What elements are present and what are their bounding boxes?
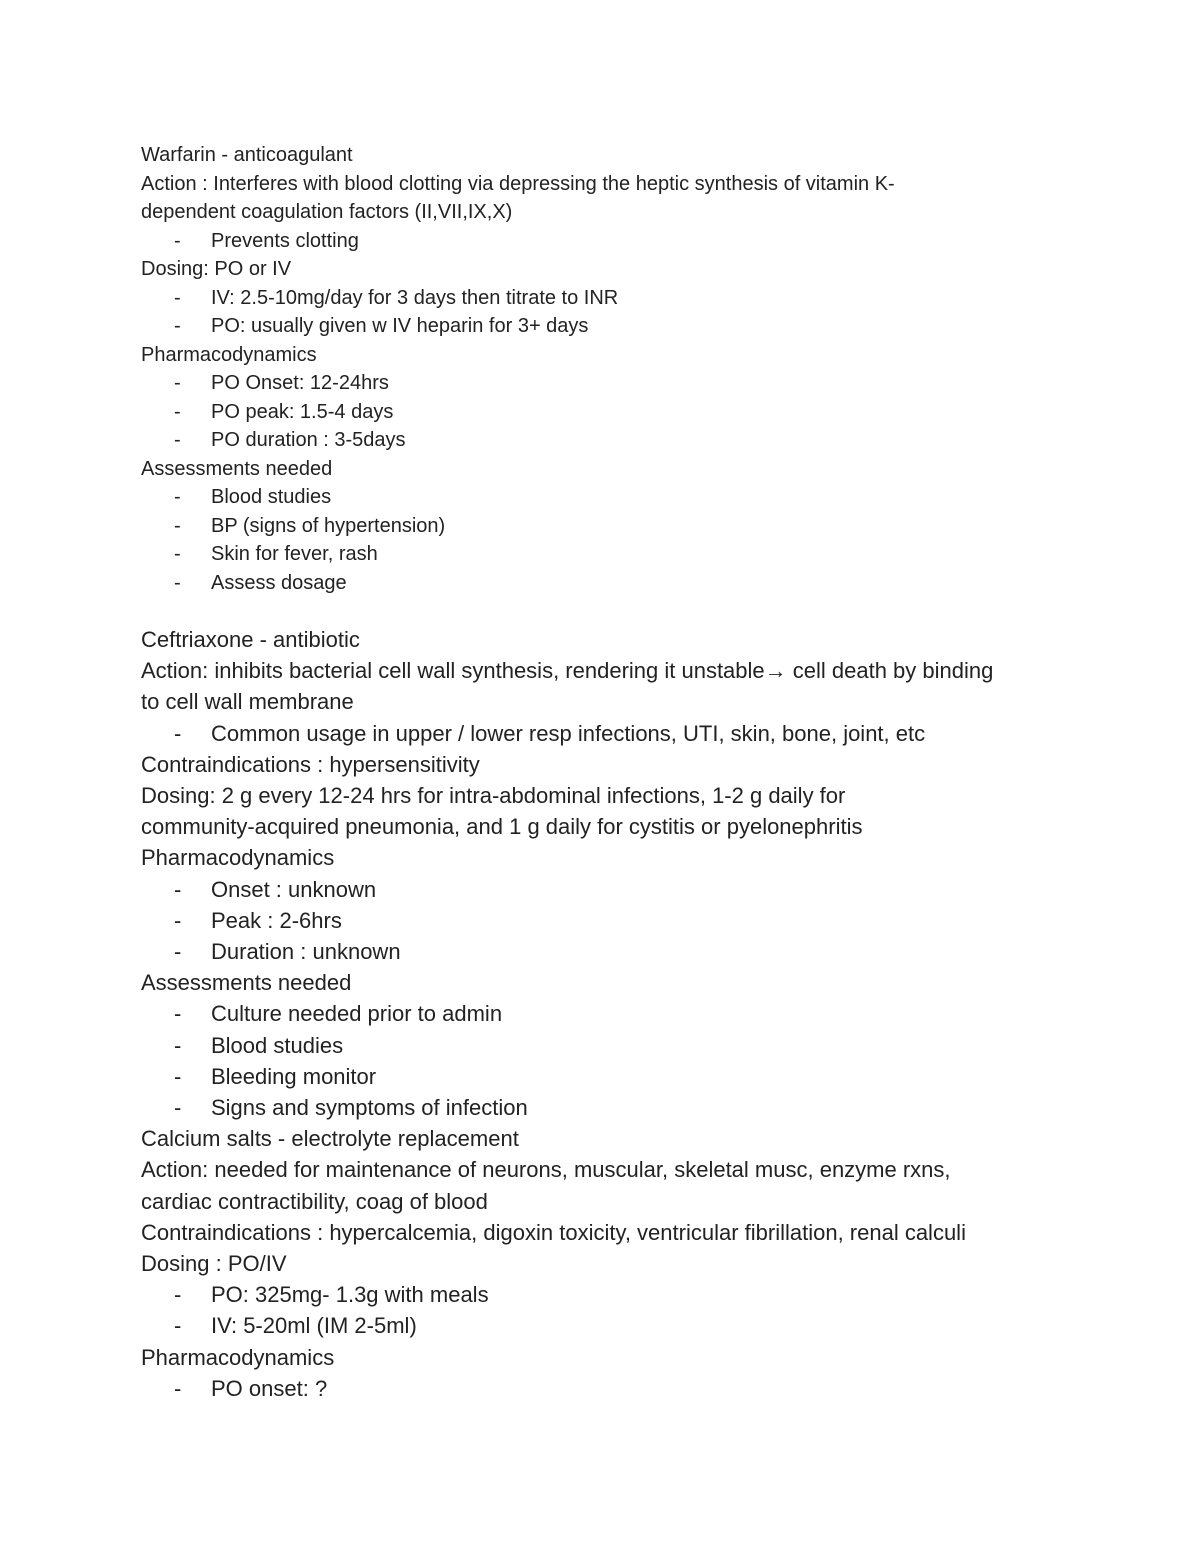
list-item	[141, 284, 1081, 313]
ceftriaxone-assess-bullet: Signs and symptoms of infection	[211, 1095, 528, 1121]
ceftriaxone-assess-bullet: Bleeding monitor	[211, 1063, 377, 1089]
ceftriaxone-pharm-bullet: Peak : 2-6hrs	[211, 907, 342, 933]
warfarin-section	[141, 141, 1081, 597]
list-item	[141, 905, 1081, 936]
bullet-dash: -	[174, 514, 181, 537]
list-item	[141, 1279, 1081, 1310]
calcium-contraindications: Contraindications : hypercalcemia, digoxin toxicity, ventricular fibrillation, renal calculi	[141, 1219, 966, 1245]
warfarin-assess-bullet: Skin for fever, rash	[211, 543, 378, 565]
warfarin-action-line-1: Action : Interferes with blood clotting via depressing the heptic synthesis of vitamin K-	[141, 172, 895, 195]
ceftriaxone-pharm-heading: Pharmacodynamics	[141, 845, 335, 871]
list-item	[141, 1061, 1081, 1092]
bullet-dash: -	[174, 372, 181, 394]
ceftriaxone-calcium-section	[141, 624, 1081, 1404]
list-item	[141, 512, 1081, 541]
list-item	[141, 1092, 1081, 1123]
bullet-dash: -	[174, 1313, 182, 1339]
warfarin-pharm-bullet: PO Onset: 12-24hrs	[211, 372, 389, 394]
calcium-title: Calcium salts - electrolyte replacement	[141, 1126, 519, 1152]
list-item	[141, 569, 1081, 598]
ceftriaxone-assess-bullet: Culture needed prior to admin	[211, 1001, 503, 1027]
list-item	[141, 227, 1081, 256]
bullet-dash: -	[174, 876, 182, 902]
warfarin-dosing: Dosing: PO or IV	[141, 258, 292, 280]
bullet-dash: -	[174, 229, 181, 252]
warfarin-title: Warfarin - anticoagulant	[141, 144, 353, 166]
list-item	[141, 1030, 1081, 1061]
warfarin-pharm-heading: Pharmacodynamics	[141, 343, 317, 366]
ceftriaxone-pharm-bullet: Duration : unknown	[211, 939, 401, 965]
calcium-dosing-bullet: PO: 325mg- 1.3g with meals	[211, 1282, 489, 1308]
bullet-dash: -	[174, 543, 181, 565]
bullet-dash: -	[174, 315, 181, 337]
bullet-dash: -	[174, 1282, 182, 1308]
warfarin-pharm-bullet: PO duration : 3-5days	[211, 429, 406, 451]
list-item	[141, 426, 1081, 455]
warfarin-assess-bullet: Assess dosage	[211, 571, 347, 594]
list-item	[141, 998, 1081, 1029]
bullet-dash: -	[174, 939, 182, 965]
warfarin-assess-heading: Assessments needed	[141, 457, 333, 480]
warfarin-pharm-bullet: PO peak: 1.5-4 days	[211, 400, 394, 423]
warfarin-action-bullet: Prevents clotting	[211, 229, 359, 252]
list-item	[141, 483, 1081, 512]
bullet-dash: -	[174, 1063, 182, 1089]
list-item	[141, 874, 1081, 905]
calcium-dosing-bullet: IV: 5-20ml (IM 2-5ml)	[211, 1313, 417, 1339]
list-item	[141, 540, 1081, 569]
list-item	[141, 936, 1081, 967]
list-item	[141, 1310, 1081, 1341]
bullet-dash: -	[174, 1375, 182, 1401]
calcium-action-line-2: cardiac contractibility, coag of blood	[141, 1188, 488, 1214]
ceftriaxone-action-line-1: Action: inhibits bacterial cell wall synthesis, rendering it unstable→ cell death by binding	[141, 658, 994, 684]
bullet-dash: -	[174, 486, 181, 508]
warfarin-dosing-bullet: IV: 2.5-10mg/day for 3 days then titrate to INR	[211, 286, 619, 309]
calcium-pharm-heading: Pharmacodynamics	[141, 1344, 335, 1370]
ceftriaxone-assess-heading: Assessments needed	[141, 970, 352, 996]
list-item	[141, 718, 1081, 749]
list-item	[141, 1373, 1081, 1404]
ceftriaxone-action-line-2: to cell wall membrane	[141, 689, 354, 715]
warfarin-assess-bullet: Blood studies	[211, 486, 332, 508]
ceftriaxone-title: Ceftriaxone - antibiotic	[141, 627, 360, 652]
bullet-dash: -	[174, 429, 181, 451]
warfarin-assess-bullet: BP (signs of hypertension)	[211, 514, 446, 537]
list-item	[141, 312, 1081, 341]
bullet-dash: -	[174, 286, 181, 309]
bullet-dash: -	[174, 720, 182, 746]
calcium-action-line-1: Action: needed for maintenance of neurons, muscular, skeletal musc, enzyme rxns,	[141, 1157, 951, 1183]
calcium-dosing: Dosing : PO/IV	[141, 1251, 287, 1277]
bullet-dash: -	[174, 1032, 182, 1058]
calcium-pharm-bullet: PO onset: ?	[211, 1375, 328, 1401]
ceftriaxone-contraindications: Contraindications : hypersensitivity	[141, 751, 480, 777]
ceftriaxone-pharm-bullet: Onset : unknown	[211, 876, 377, 902]
ceftriaxone-action-bullet: Common usage in upper / lower resp infections, UTI, skin, bone, joint, etc	[211, 720, 926, 746]
bullet-dash: -	[174, 400, 181, 423]
ceftriaxone-dosing-line-1: Dosing: 2 g every 12-24 hrs for intra-abdominal infections, 1-2 g daily for	[141, 783, 846, 809]
ceftriaxone-assess-bullet: Blood studies	[211, 1032, 344, 1058]
list-item	[141, 398, 1081, 427]
bullet-dash: -	[174, 1001, 182, 1027]
bullet-dash: -	[174, 1095, 182, 1121]
bullet-dash: -	[174, 571, 181, 594]
list-item	[141, 369, 1081, 398]
warfarin-dosing-bullet: PO: usually given w IV heparin for 3+ days	[211, 315, 589, 337]
ceftriaxone-dosing-line-2: community-acquired pneumonia, and 1 g daily for cystitis or pyelonephritis	[141, 814, 863, 840]
warfarin-action-line-2: dependent coagulation factors (II,VII,IX,X)	[141, 201, 513, 223]
bullet-dash: -	[174, 907, 182, 933]
